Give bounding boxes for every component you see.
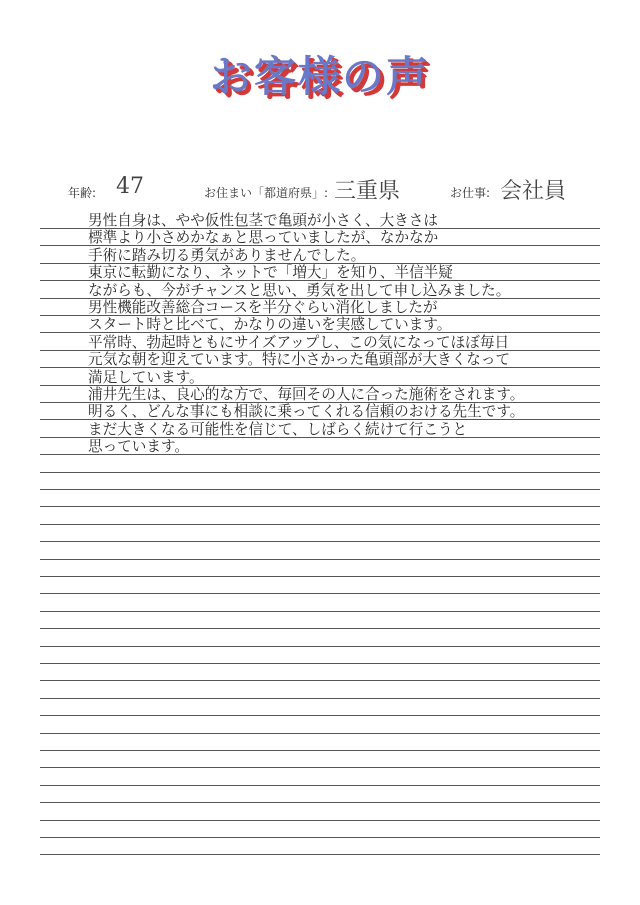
ruled-line (40, 837, 600, 838)
ruled-line (40, 628, 600, 629)
page-title: お客様の声 (209, 52, 430, 101)
ruled-line (40, 489, 600, 490)
ruled-line (40, 559, 600, 560)
ruled-line (40, 680, 600, 681)
ruled-line (40, 472, 600, 473)
testimonial-line: 東京に転勤になり、ネットで「増大」を知り、半信半疑 (88, 264, 453, 282)
ruled-line (40, 576, 600, 577)
testimonial-line: まだ大きくなる可能性を信じて、しばらく続けて行こうと (88, 420, 468, 438)
ruled-line (40, 750, 600, 751)
testimonial-line: 元気な朝を迎えています。特に小さかった亀頭部が大きくなって (88, 351, 511, 369)
ruled-line (40, 611, 600, 612)
ruled-line (40, 733, 600, 734)
testimonial-line: 浦井先生は、良心的な方で、毎回その人に合った施術をされます。 (88, 385, 525, 403)
testimonial-line: 明るく、どんな事にも相談に乗ってくれる信頼のおける先生です。 (88, 403, 525, 421)
ruled-line (40, 524, 600, 525)
residence-label: お住まい「都道府県」: (204, 186, 329, 200)
testimonial-line: 満足しています。 (88, 368, 204, 386)
ruled-line (40, 593, 600, 594)
respondent-info (68, 172, 608, 208)
ruled-line (40, 715, 600, 716)
testimonial-text (88, 212, 628, 455)
testimonial-line: 男性自身は、やや仮性包茎で亀頭が小さく、大きさは (88, 212, 438, 229)
ruled-line (40, 820, 600, 821)
ruled-line (40, 663, 600, 664)
ruled-line (40, 541, 600, 542)
ruled-line (40, 698, 600, 699)
testimonial-line: 男性機能改善総合コースを半分ぐらい消化しましたが (88, 298, 438, 316)
testimonial-line: 手術に踏み切る勇気がありませんでした。 (88, 246, 366, 264)
testimonial-line: 平常時、勃起時ともにサイズアップし、この気になってほぼ毎日 (88, 333, 510, 351)
ruled-line (40, 767, 600, 768)
ruled-line (40, 646, 600, 647)
testimonial-line: ながらも、今がチャンスと思い、勇気を出して申し込みました。 (88, 281, 511, 299)
age-value: 47 (116, 174, 144, 199)
testimonial-line: 思っています。 (88, 438, 189, 456)
residence-value: 三重県 (334, 179, 401, 204)
testimonial-line: スタート時と比べて、かなりの違いを実感しています。 (88, 316, 452, 334)
job-label: お仕事: (450, 186, 491, 200)
ruled-line (40, 785, 600, 786)
ruled-line (40, 802, 600, 803)
job-value: 会社員 (500, 179, 567, 204)
testimonial-line: 標準より小さめかなぁと思っていましたが、なかなか (88, 229, 439, 247)
ruled-line (40, 854, 600, 855)
ruled-line (40, 506, 600, 507)
age-label: 年齢: (68, 186, 97, 200)
